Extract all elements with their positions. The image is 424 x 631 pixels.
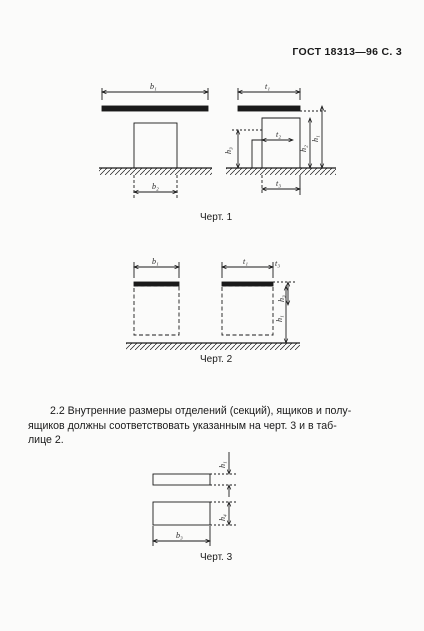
dim-h3-label: h₃ bbox=[224, 147, 233, 154]
standard-header: ГОСТ 18313—96 С. 3 bbox=[292, 46, 402, 58]
fig3-dim-b3-label: b₃ bbox=[176, 531, 183, 540]
dim-t1-label: t₁ bbox=[265, 82, 271, 91]
dim-h1-label: h₁ bbox=[311, 135, 320, 142]
paragraph-line-2: ящиков должны соответствовать указанным на черт. 3 и в таб- bbox=[28, 419, 337, 432]
dim-h2-label: h₂ bbox=[299, 145, 308, 152]
fig3-dim-h4-label: h₄ bbox=[218, 514, 227, 521]
figure-3-caption: Черт. 3 bbox=[200, 552, 233, 563]
shelf-panel-side bbox=[238, 106, 300, 111]
fig2-dim-t3-label: t₃ bbox=[275, 259, 281, 268]
dim-b1-label: b₁ bbox=[150, 82, 157, 91]
figure-2 bbox=[126, 257, 300, 350]
dim-b2-label: b₂ bbox=[152, 182, 159, 191]
paragraph-line-3: лице 2. bbox=[28, 434, 64, 446]
figure-1 bbox=[99, 82, 336, 198]
shelf-panel bbox=[102, 106, 208, 111]
paragraph-line-1: 2.2 Внутренние размеры отделений (секций), ящиков и полу- bbox=[50, 405, 352, 417]
figure-2-caption: Черт. 2 bbox=[200, 354, 233, 365]
figure-3 bbox=[153, 452, 236, 546]
figure-1-caption: Черт. 1 bbox=[200, 212, 233, 223]
fig2-dim-h1-label: h₁ bbox=[275, 315, 284, 322]
fig3-dim-h1-label: h₁ bbox=[218, 461, 227, 468]
dim-t2-label: t₂ bbox=[276, 130, 282, 139]
section-2-2-paragraph bbox=[28, 404, 406, 448]
cabinet-body bbox=[134, 123, 177, 168]
fig2-dim-t1-label: t₁ bbox=[243, 257, 249, 266]
fig2-dim-b1-label: b₁ bbox=[152, 257, 159, 266]
dim-t3-label: t₃ bbox=[276, 179, 282, 188]
fig2-dim-h3-label: h₃ bbox=[277, 295, 286, 302]
